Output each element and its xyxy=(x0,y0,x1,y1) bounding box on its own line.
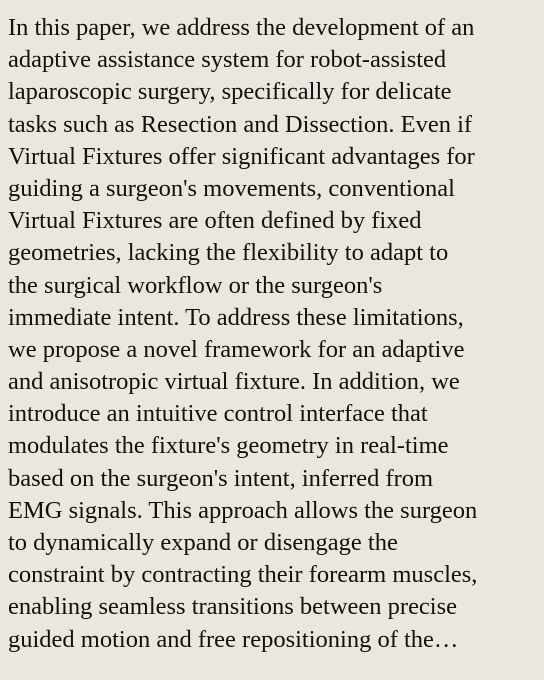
text-line: Virtual Fixtures offer significant advantages for xyxy=(8,142,475,170)
abstract-text xyxy=(8,12,536,656)
text-line: and anisotropic virtual fixture. In addition, we xyxy=(8,368,460,396)
text-line: geometries, lacking the flexibility to adapt to xyxy=(8,239,449,267)
text-line: laparoscopic surgery, specifically for delicate xyxy=(8,78,452,106)
text-line: to dynamically expand or disengage the xyxy=(8,529,398,556)
text-line: the surgical workflow or the surgeon's xyxy=(8,271,383,299)
text-line: In this paper, we address the development of an xyxy=(8,14,475,41)
text-line: tasks such as Resection and Dissection. Even if xyxy=(8,110,473,138)
text-line: adaptive assistance system for robot-assisted xyxy=(8,46,447,74)
text-line: constraint by contracting their forearm muscles, xyxy=(8,561,478,589)
text-line: guided motion and free repositioning of the… xyxy=(8,625,459,653)
text-line: we propose a novel framework for an adaptive xyxy=(8,335,465,363)
text-line: enabling seamless transitions between precise xyxy=(8,593,458,621)
text-line: guiding a surgeon's movements, conventional xyxy=(8,174,455,202)
text-line: based on the surgeon's intent, inferred from xyxy=(8,464,434,492)
text-line: EMG signals. This approach allows the surgeon xyxy=(8,496,478,524)
text-line: immediate intent. To address these limitations, xyxy=(8,303,464,331)
text-line: introduce an intuitive control interface that xyxy=(8,400,428,428)
text-line: Virtual Fixtures are often defined by fixed xyxy=(8,207,422,235)
text-line: modulates the fixture's geometry in real-time xyxy=(8,432,449,460)
